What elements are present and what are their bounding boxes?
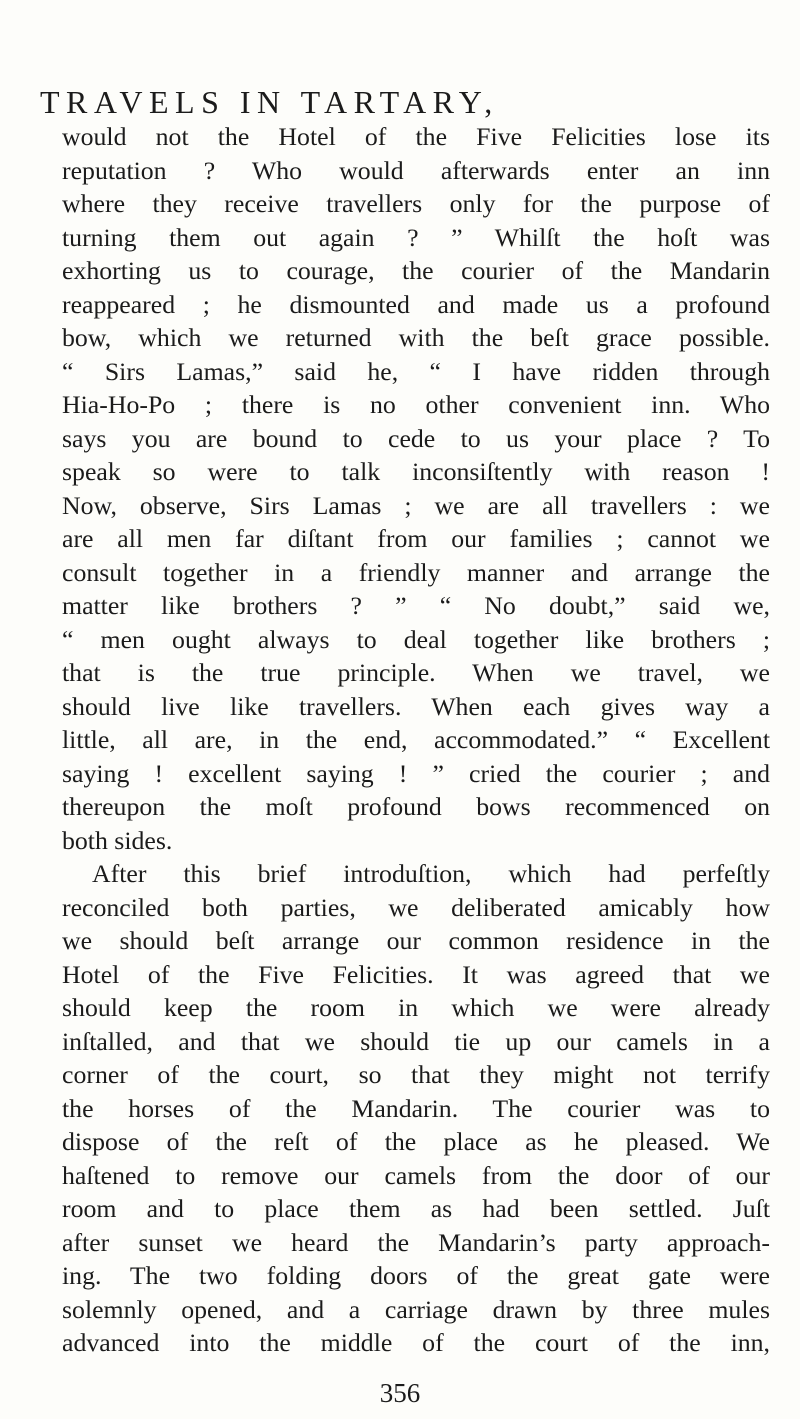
text-line: would not the Hotel of the Five Felicities lose its <box>62 122 770 151</box>
text-line: where they receive travellers only for the purpose of <box>62 189 770 218</box>
text-line: room and to place them as had been settled. Juſt <box>62 1194 770 1223</box>
text-line: bow, which we returned with the beſt grace possible. <box>62 323 770 352</box>
text-line: Now, observe, Sirs Lamas ; we are all travellers : we <box>62 490 770 520</box>
text-line: consult together in a friendly manner and arrange the <box>62 557 770 587</box>
text-line: saying ! excellent saying ! ” cried the courier ; and <box>62 758 770 788</box>
text-line: “ men ought always to deal together like brothers ; <box>62 624 770 654</box>
text-line: thereupon the moſt profound bows recommenced on <box>62 792 770 821</box>
text-line: inſtalled, and that we should tie up our camels in a <box>62 1026 770 1056</box>
text-line: are all men far diſtant from our families ; cannot we <box>62 524 770 553</box>
text-line: haſtened to remove our camels from the door of our <box>62 1160 770 1190</box>
text-line: “ Sirs Lamas,” said he, “ I have ridden through <box>62 356 770 386</box>
text-line: exhorting us to courage, the courier of the Mandarin <box>62 256 770 285</box>
text-line: turning them out again ? ” Whilſt the hoſt was <box>62 222 770 252</box>
text-line: should live like travellers. When each gives way a <box>62 691 770 721</box>
text-line: ing. The two folding doors of the great gate were <box>62 1261 770 1290</box>
text-line: should keep the room in which we were already <box>62 993 770 1022</box>
text-line: the horses of the Mandarin. The courier was to <box>62 1093 770 1123</box>
text-line: little, all are, in the end, accommodated.” “ Excellent <box>62 725 770 754</box>
text-line-paragraph-end: both sides. <box>62 825 173 855</box>
text-line-paragraph-start: After this brief introduſtion, which had perfeſtly <box>92 859 770 888</box>
text-line: reappeared ; he dismounted and made us a profound <box>62 289 770 319</box>
text-line: we should beſt arrange our common residence in the <box>62 926 770 955</box>
text-line: that is the true principle. When we travel, we <box>62 658 770 687</box>
text-line: speak so were to talk inconsiſtently with reason ! <box>62 457 770 486</box>
text-line: says you are bound to cede to us your place ? To <box>62 423 770 453</box>
text-line: solemnly opened, and a carriage drawn by three mules <box>62 1294 770 1324</box>
body-text <box>62 120 770 1360</box>
text-line: reconciled both parties, we deliberated amicably how <box>62 892 770 922</box>
text-line: after sunset we heard the Mandarin’s party approach- <box>62 1227 770 1257</box>
text-line: reputation ? Who would afterwards enter an inn <box>62 155 770 185</box>
text-line: corner of the court, so that they might not terrify <box>62 1060 770 1089</box>
text-line: Hia-Ho-Po ; there is no other convenient inn. Who <box>62 390 770 419</box>
text-line: dispose of the reſt of the place as he pleased. We <box>62 1127 770 1156</box>
text-line: Hotel of the Five Felicities. It was agreed that we <box>62 959 770 989</box>
text-line: advanced into the middle of the court of the inn, <box>62 1328 770 1357</box>
page-number: 356 <box>379 1378 421 1408</box>
running-head: TRAVELS IN TARTARY, <box>40 84 499 120</box>
text-line: matter like brothers ? ” “ No doubt,” said we, <box>62 591 770 620</box>
